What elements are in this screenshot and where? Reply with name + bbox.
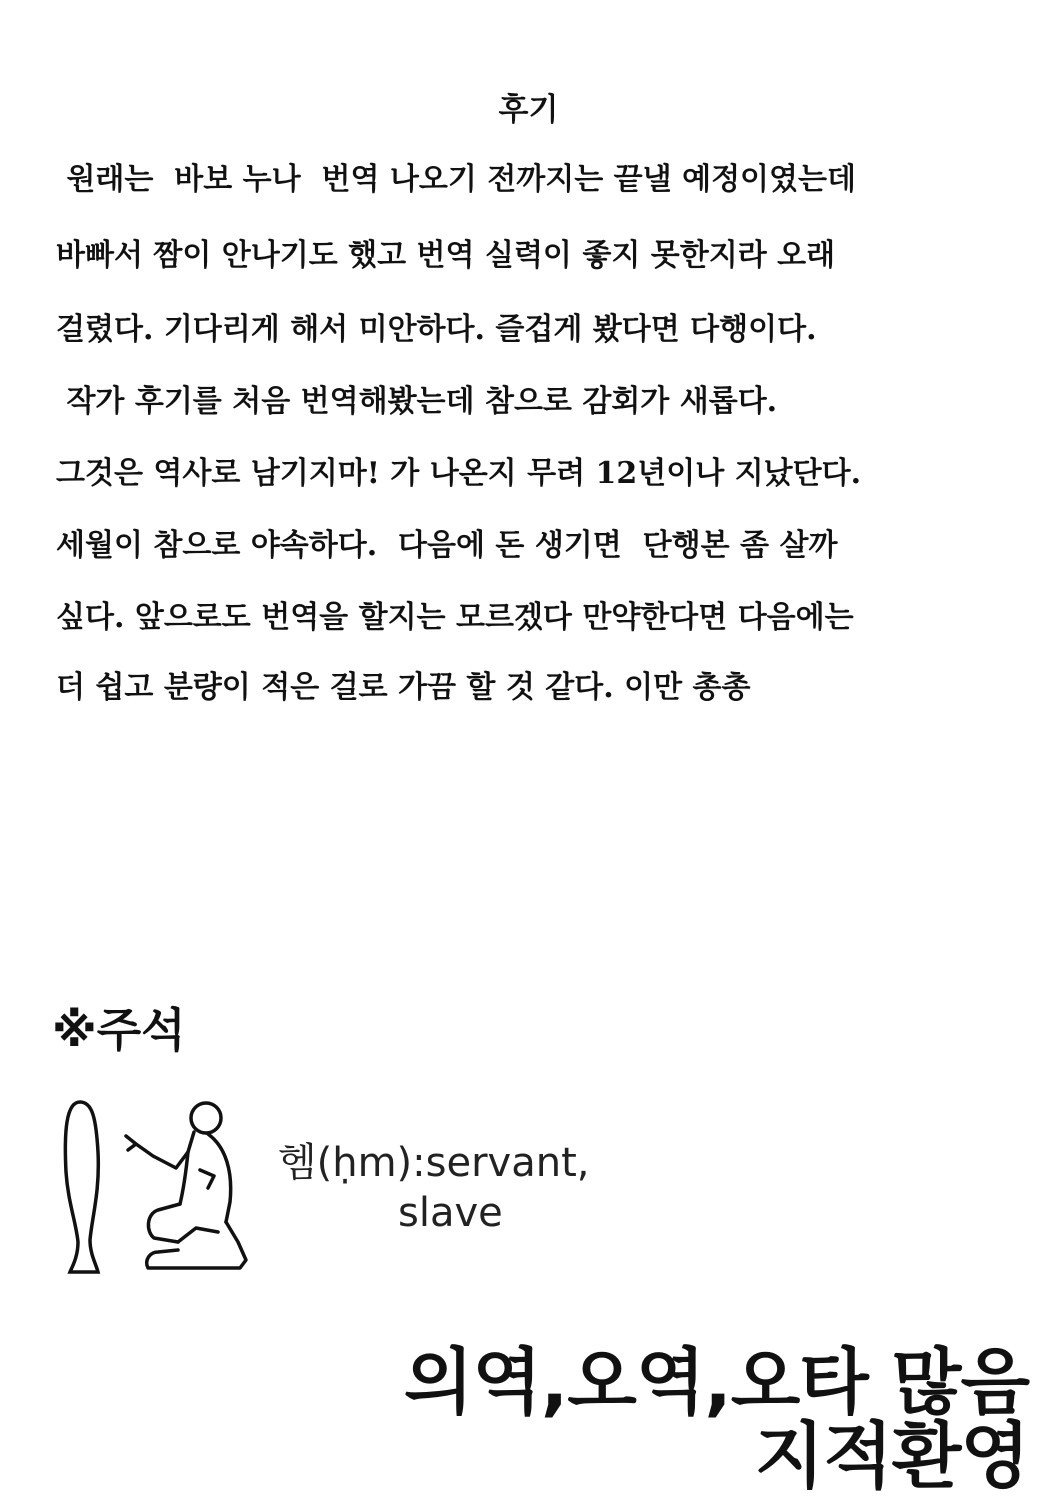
gloss-definition-continued: slave: [398, 1190, 503, 1236]
hieroglyph-hm-servant-icon: [58, 1092, 258, 1278]
page-title: 후기: [498, 92, 559, 128]
body-line: 걸렸다. 기다리게 해서 미안하다. 즐겁게 봤다면 다행이다.: [56, 312, 817, 347]
notes-heading: ※주석: [52, 1003, 186, 1057]
body-line: 원래는 바보 누나 번역 나오기 전까지는 끝낼 예정이였는데: [56, 162, 856, 197]
gloss-definition: 헴(ḥm):servant,: [278, 1140, 590, 1186]
body-line: 그것은 역사로 남기지마! 가 나온지 무려 12년이나 지났단다.: [56, 456, 862, 491]
body-line: 싶다. 앞으로도 번역을 할지는 모르겠다 만약한다면 다음에는: [56, 600, 854, 635]
body-line: 세월이 참으로 야속하다. 다음에 돈 생기면 단행본 좀 살까: [56, 528, 838, 563]
body-line: 더 쉽고 분량이 적은 걸로 가끔 할 것 같다. 이만 총총: [56, 670, 751, 705]
body-line: 바빠서 짬이 안나기도 했고 번역 실력이 좋지 못한지라 오래: [56, 238, 836, 273]
body-line: 작가 후기를 처음 번역해봤는데 참으로 감회가 새롭다.: [56, 384, 778, 419]
feedback-welcome: 지적환영: [754, 1414, 1029, 1498]
translation-disclaimer: 의역,오역,오타 많음: [403, 1340, 1029, 1424]
